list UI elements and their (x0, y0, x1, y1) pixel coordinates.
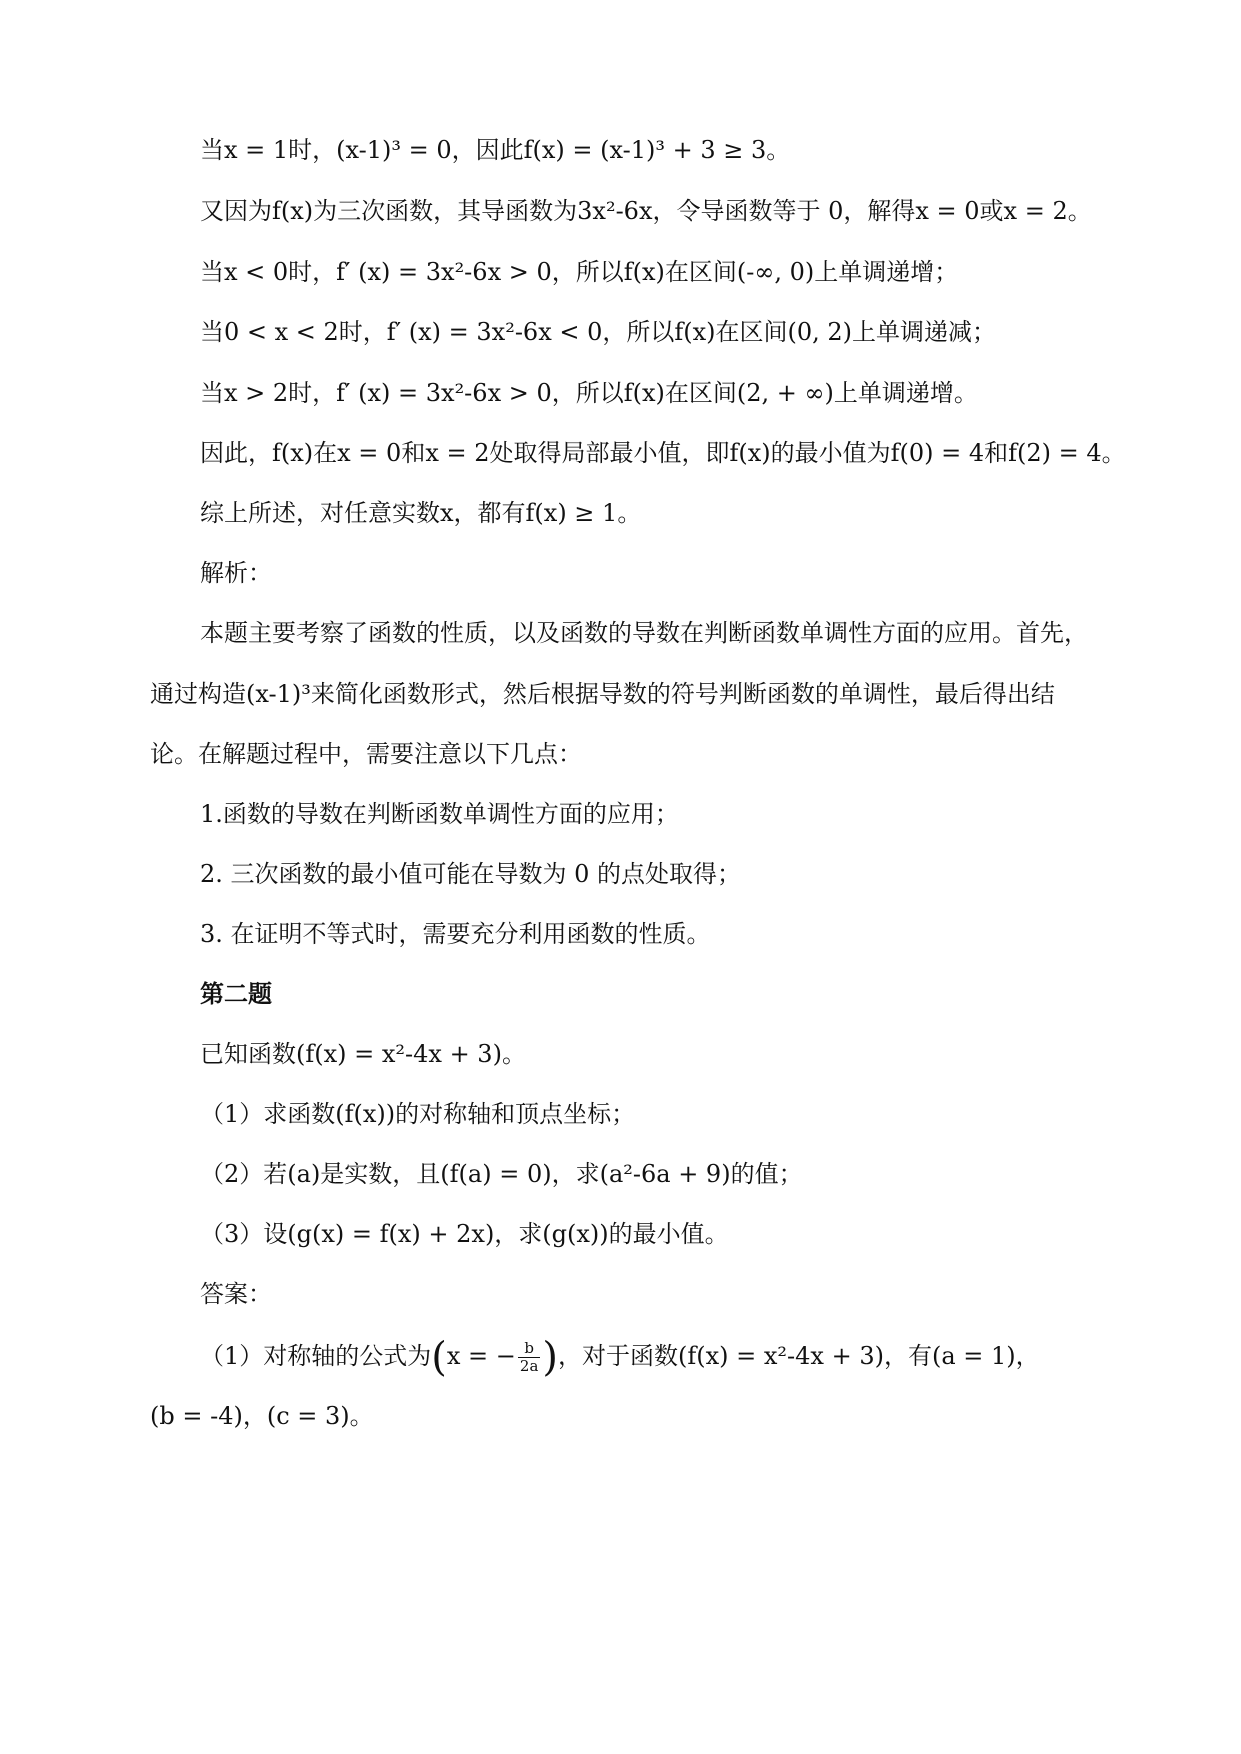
answer-text: ，对于函数(f(x) = x²-4x + 3)，有(a = 1)， (558, 1342, 1040, 1370)
problem-item: （1）求函数(f(x))的对称轴和顶点坐标； (200, 1100, 636, 1128)
text-line: 当x > 2时，f′ (x) = 3x²-6x > 0，所以f(x)在区间(2, + ∞)上单调递增。 (200, 379, 978, 407)
text-line: 当0 < x < 2时，f′ (x) = 3x²-6x < 0，所以f(x)在区间(0, 2)上单调递减； (200, 318, 997, 346)
section-heading: 第二题 (200, 979, 272, 1008)
list-item: 1.函数的导数在判断函数单调性方面的应用； (200, 800, 679, 828)
right-paren: ) (542, 1334, 559, 1381)
text-line: 当x < 0时，f′ (x) = 3x²-6x > 0，所以f(x)在区间(-∞, 0)上单调递增； (200, 258, 959, 286)
paragraph-line: 通过构造(x-1)³来简化函数形式，然后根据导数的符号判断函数的单调性，最后得出结 (150, 680, 1055, 708)
formula-text: x = − (446, 1342, 516, 1370)
text-line: 当x = 1时，(x-1)³ = 0，因此f(x) = (x-1)³ + 3 ≥ 3。 (200, 136, 791, 164)
section-label: 答案： (200, 1280, 272, 1308)
fraction-denominator: 2a (519, 1357, 539, 1375)
text-line: 综上所述，对任意实数x，都有f(x) ≥ 1。 (200, 499, 642, 527)
list-item: 3. 在证明不等式时，需要充分利用函数的性质。 (200, 920, 711, 948)
left-paren: ( (431, 1334, 447, 1381)
answer-line (200, 1334, 1141, 1381)
text-line: 因此，f(x)在x = 0和x = 2处取得局部最小值，即f(x)的最小值为f(0) = 4和f(2) = 4。 (200, 439, 1126, 467)
list-item: 2. 三次函数的最小值可能在导数为 0 的点处取得； (200, 860, 742, 888)
fraction (518, 1340, 541, 1375)
problem-statement: 已知函数(f(x) = x²-4x + 3)。 (200, 1040, 526, 1068)
problem-item: （2）若(a)是实数，且(f(a) = 0)，求(a²-6a + 9)的值； (200, 1160, 803, 1188)
text-line: 又因为f(x)为三次函数，其导函数为3x²-6x，令导函数等于 0，解得x = 0或x = 2。 (200, 197, 1092, 225)
fraction-numerator: b (518, 1340, 541, 1358)
section-label: 解析： (200, 559, 272, 587)
problem-item: （3）设(g(x) = f(x) + 2x)，求(g(x))的最小值。 (200, 1220, 729, 1248)
answer-line: (b = -4)，(c = 3)。 (150, 1402, 374, 1430)
paragraph-line: 本题主要考察了函数的性质，以及函数的导数在判断函数单调性方面的应用。首先， (200, 619, 1088, 647)
answer-text: （1）对称轴的公式为 (200, 1342, 432, 1370)
paragraph-line: 论。在解题过程中，需要注意以下几点： (150, 740, 582, 768)
